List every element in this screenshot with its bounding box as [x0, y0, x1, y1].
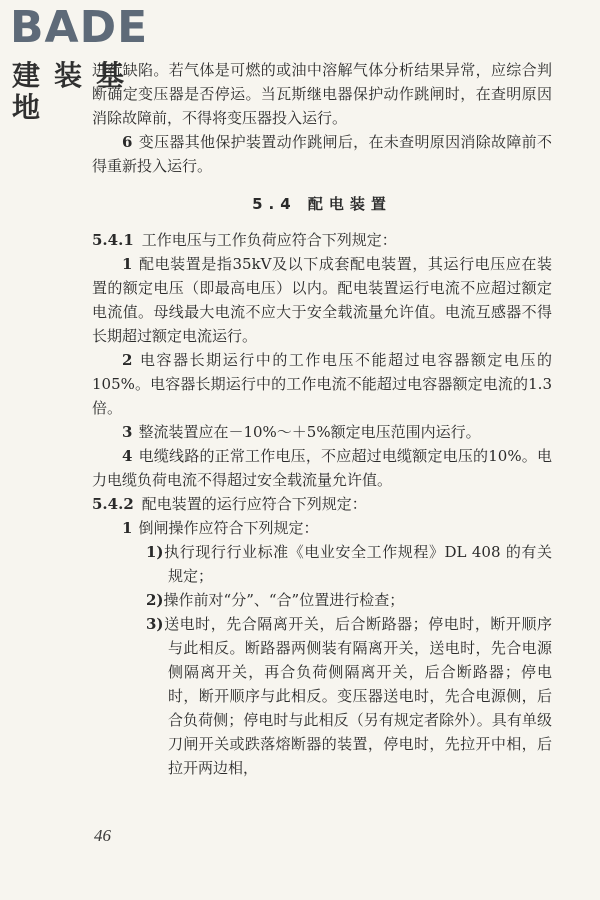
item-number: 6	[122, 133, 133, 151]
clause-5-4-2	[92, 492, 552, 516]
sub-item	[146, 540, 552, 588]
item-number: 3	[122, 423, 133, 441]
section-number: 5.4	[252, 195, 297, 213]
page-content	[92, 58, 552, 780]
continued-paragraph: 进行缺陷。若气体是可燃的或油中溶解气体分析结果异常，应综合判断确定变压器是否停运。当瓦斯继电器保护动作跳闸时，在查明原因消除故障前，不得将变压器投入运行。	[92, 61, 552, 127]
section-title: 配电装置	[307, 195, 392, 213]
page-number: 46	[94, 826, 111, 845]
item-number: 2	[122, 351, 133, 369]
item-number: 4	[122, 447, 133, 465]
sub-item-text: 执行现行行业标准《电业安全工作规程》DL 408 的有关规定；	[163, 543, 552, 585]
list-item	[92, 444, 552, 492]
logo-subtitle: 建装基地	[12, 59, 139, 124]
clause-5-4-1	[92, 228, 552, 252]
sub-item-number: 1)	[146, 543, 164, 561]
sub-item	[146, 612, 552, 780]
list-item	[92, 252, 552, 348]
clause-number: 5.4.2	[92, 495, 134, 513]
clause-text: 配电装置的运行应符合下列规定：	[141, 495, 367, 513]
logo-brand: BADE	[10, 2, 149, 53]
item-text: 整流装置应在－10%～＋5%额定电压范围内运行。	[138, 423, 481, 441]
item-6	[92, 130, 552, 178]
item-text: 电缆线路的正常工作电压，不应超过电缆额定电压的10%。电力电缆负荷电流不得超过安全载流量允许值。	[92, 447, 552, 489]
list-item	[92, 348, 552, 420]
list-item	[92, 420, 552, 444]
clause-number: 5.4.1	[92, 231, 134, 249]
sub-item-text: 送电时，先合隔离开关，后合断路器；停电时，断开顺序与此相反。断路器两侧装有隔离开关，送电时，先合电源侧隔离开关，再合负荷侧隔离开关，后合断路器；停电时，断开顺序与此相反。变压器送电时，先合电源侧，后合负荷侧；停电时与此相反（另有规定者除外）。具有单级刀闸开关或跌落熔断器的装置，停电时，先拉开中相，后拉开两边相，	[163, 615, 552, 777]
sub-item-number: 2)	[146, 591, 164, 609]
list-item	[92, 516, 552, 540]
sub-item-number: 3)	[146, 615, 164, 633]
section-heading	[92, 192, 552, 216]
sub-item-text: 操作前对“分”、“合”位置进行检查；	[163, 591, 405, 609]
sub-item	[146, 588, 552, 612]
item-text: 配电装置是指35kV及以下成套配电装置，其运行电压应在装置的额定电压（即最高电压）以内。配电装置运行电流不应超过额定电流值。母线最大电流不应大于安全载流量允许值。电流互感器不得长期超过额定电流运行。	[92, 255, 552, 345]
item-text: 倒闸操作应符合下列规定：	[138, 519, 319, 537]
item-number: 1	[122, 519, 133, 537]
item-text: 电容器长期运行中的工作电压不能超过电容器额定电压的105%。电容器长期运行中的工作电流不能超过电容器额定电流的1.3倍。	[92, 351, 552, 417]
clause-text: 工作电压与工作负荷应符合下列规定：	[141, 231, 397, 249]
item-number: 1	[122, 255, 133, 273]
item-text: 变压器其他保护装置动作跳闸后，在未查明原因消除故障前不得重新投入运行。	[92, 133, 552, 175]
